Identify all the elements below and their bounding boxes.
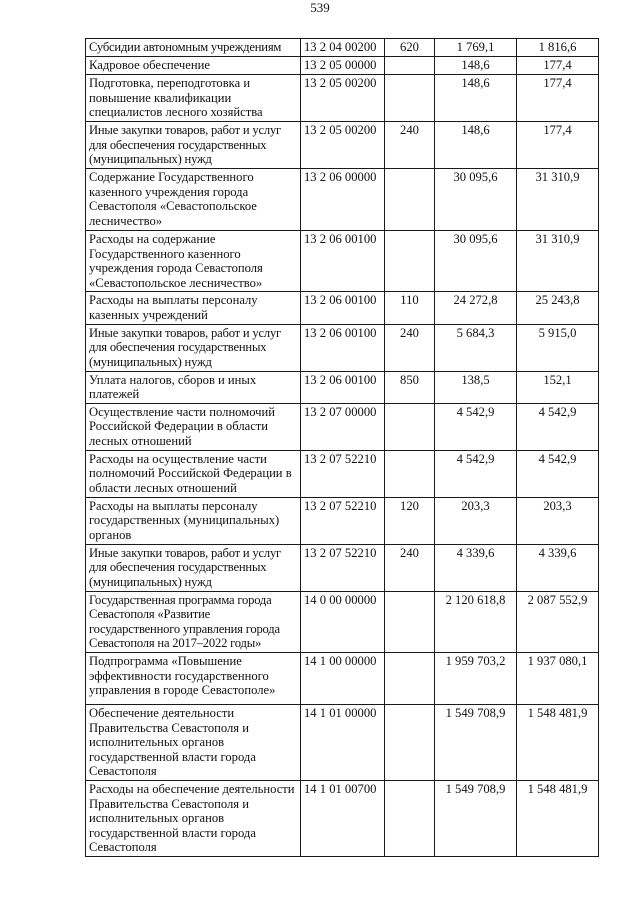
expense-type-cell: 120 — [385, 497, 435, 544]
table-row — [86, 544, 599, 591]
expense-name-cell: Расходы на осуществление части полномочий Российской Федерации в области лесных отношений — [86, 450, 301, 497]
amount-2021-cell: 24 272,8 — [435, 292, 517, 324]
table-row — [86, 75, 599, 122]
expense-type-cell: 850 — [385, 371, 435, 403]
amount-2021-cell: 4 542,9 — [435, 450, 517, 497]
amount-2021-cell: 138,5 — [435, 371, 517, 403]
amount-2022-cell: 152,1 — [517, 371, 599, 403]
target-code-cell: 13 2 07 52210 — [301, 497, 385, 544]
expense-type-cell: 240 — [385, 122, 435, 169]
target-code-cell: 13 2 07 52210 — [301, 450, 385, 497]
table-row — [86, 122, 599, 169]
amount-2022-cell: 203,3 — [517, 497, 599, 544]
target-code-cell: 14 1 01 00700 — [301, 780, 385, 856]
expense-type-cell — [385, 780, 435, 856]
amount-2021-cell: 1 549 708,9 — [435, 704, 517, 780]
target-code-cell: 13 2 07 00000 — [301, 403, 385, 450]
amount-2022-cell: 1 937 080,1 — [517, 652, 599, 704]
target-code-cell: 13 2 07 52210 — [301, 544, 385, 591]
table-row — [86, 292, 599, 324]
expense-type-cell — [385, 231, 435, 292]
table-row — [86, 497, 599, 544]
amount-2021-cell: 5 684,3 — [435, 324, 517, 371]
table-row — [86, 231, 599, 292]
expense-name-cell: Иные закупки товаров, работ и услуг для обеспечения государственных (муниципальных) нужд — [86, 122, 301, 169]
table-row — [86, 169, 599, 231]
target-code-cell: 14 1 01 00000 — [301, 704, 385, 780]
expense-name-cell: Субсидии автономным учреждениям — [86, 39, 301, 57]
amount-2021-cell: 148,6 — [435, 75, 517, 122]
expense-name-cell: Кадровое обеспечение — [86, 57, 301, 75]
expense-type-cell: 620 — [385, 39, 435, 57]
budget-table-body — [86, 39, 599, 857]
expense-type-cell: 110 — [385, 292, 435, 324]
target-code-cell: 13 2 06 00100 — [301, 324, 385, 371]
amount-2021-cell: 4 542,9 — [435, 403, 517, 450]
expense-name-cell: Содержание Государственного казенного учреждения города Севастополя «Севастопольское лесничество» — [86, 169, 301, 231]
expense-name-cell: Расходы на обеспечение деятельности Правительства Севастополя и исполнительных органов государственной власти города Севастополя — [86, 780, 301, 856]
amount-2022-cell: 25 243,8 — [517, 292, 599, 324]
amount-2022-cell: 31 310,9 — [517, 231, 599, 292]
amount-2022-cell: 4 339,6 — [517, 544, 599, 591]
amount-2021-cell: 1 769,1 — [435, 39, 517, 57]
expense-name-cell: Иные закупки товаров, работ и услуг для обеспечения государственных (муниципальных) нужд — [86, 324, 301, 371]
expense-name-cell: Расходы на содержание Государственного казенного учреждения города Севастополя «Севастопольское лесничество» — [86, 231, 301, 292]
amount-2022-cell: 31 310,9 — [517, 169, 599, 231]
expense-name-cell: Расходы на выплаты персоналу государственных (муниципальных) органов — [86, 497, 301, 544]
amount-2022-cell: 1 816,6 — [517, 39, 599, 57]
target-code-cell: 13 2 05 00200 — [301, 122, 385, 169]
amount-2022-cell: 1 548 481,9 — [517, 704, 599, 780]
expense-name-cell: Государственная программа города Севастополя «Развитие государственного управления города Севастополя на 2017–2022 годы» — [86, 591, 301, 652]
target-code-cell: 14 0 00 00000 — [301, 591, 385, 652]
expense-name-cell: Расходы на выплаты персоналу казенных учреждений — [86, 292, 301, 324]
amount-2021-cell: 148,6 — [435, 122, 517, 169]
table-row — [86, 591, 599, 652]
table-row — [86, 39, 599, 57]
expense-name-cell: Иные закупки товаров, работ и услуг для обеспечения государственных (муниципальных) нужд — [86, 544, 301, 591]
amount-2022-cell: 2 087 552,9 — [517, 591, 599, 652]
target-code-cell: 13 2 06 00100 — [301, 371, 385, 403]
amount-2022-cell: 177,4 — [517, 75, 599, 122]
table-row — [86, 780, 599, 856]
target-code-cell: 13 2 05 00200 — [301, 75, 385, 122]
budget-table — [85, 38, 599, 857]
expense-type-cell — [385, 704, 435, 780]
target-code-cell: 13 2 06 00100 — [301, 292, 385, 324]
expense-name-cell: Подготовка, переподготовка и повышение квалификации специалистов лесного хозяйства — [86, 75, 301, 122]
expense-type-cell — [385, 169, 435, 231]
amount-2022-cell: 5 915,0 — [517, 324, 599, 371]
amount-2021-cell: 148,6 — [435, 57, 517, 75]
amount-2021-cell: 1 549 708,9 — [435, 780, 517, 856]
amount-2022-cell: 177,4 — [517, 122, 599, 169]
target-code-cell: 13 2 05 00000 — [301, 57, 385, 75]
table-row — [86, 57, 599, 75]
expense-name-cell: Обеспечение деятельности Правительства Севастополя и исполнительных органов государственной власти города Севастополя — [86, 704, 301, 780]
expense-type-cell: 240 — [385, 324, 435, 371]
amount-2021-cell: 1 959 703,2 — [435, 652, 517, 704]
page-number: 539 — [310, 0, 330, 15]
target-code-cell: 13 2 06 00000 — [301, 169, 385, 231]
table-row — [86, 450, 599, 497]
amount-2021-cell: 30 095,6 — [435, 169, 517, 231]
table-row — [86, 652, 599, 704]
expense-type-cell — [385, 591, 435, 652]
amount-2022-cell: 4 542,9 — [517, 403, 599, 450]
amount-2022-cell: 1 548 481,9 — [517, 780, 599, 856]
target-code-cell: 13 2 04 00200 — [301, 39, 385, 57]
target-code-cell: 13 2 06 00100 — [301, 231, 385, 292]
expense-type-cell — [385, 450, 435, 497]
table-row — [86, 371, 599, 403]
amount-2021-cell: 203,3 — [435, 497, 517, 544]
expense-type-cell — [385, 403, 435, 450]
table-row — [86, 324, 599, 371]
expense-name-cell: Уплата налогов, сборов и иных платежей — [86, 371, 301, 403]
expense-type-cell — [385, 75, 435, 122]
expense-name-cell: Подпрограмма «Повышение эффективности государственного управления в городе Севастополе» — [86, 652, 301, 704]
expense-name-cell: Осуществление части полномочий Российской Федерации в области лесных отношений — [86, 403, 301, 450]
table-row — [86, 704, 599, 780]
expense-type-cell — [385, 652, 435, 704]
amount-2022-cell: 4 542,9 — [517, 450, 599, 497]
amount-2021-cell: 2 120 618,8 — [435, 591, 517, 652]
amount-2022-cell: 177,4 — [517, 57, 599, 75]
target-code-cell: 14 1 00 00000 — [301, 652, 385, 704]
amount-2021-cell: 4 339,6 — [435, 544, 517, 591]
amount-2021-cell: 30 095,6 — [435, 231, 517, 292]
expense-type-cell — [385, 57, 435, 75]
expense-type-cell: 240 — [385, 544, 435, 591]
table-row — [86, 403, 599, 450]
